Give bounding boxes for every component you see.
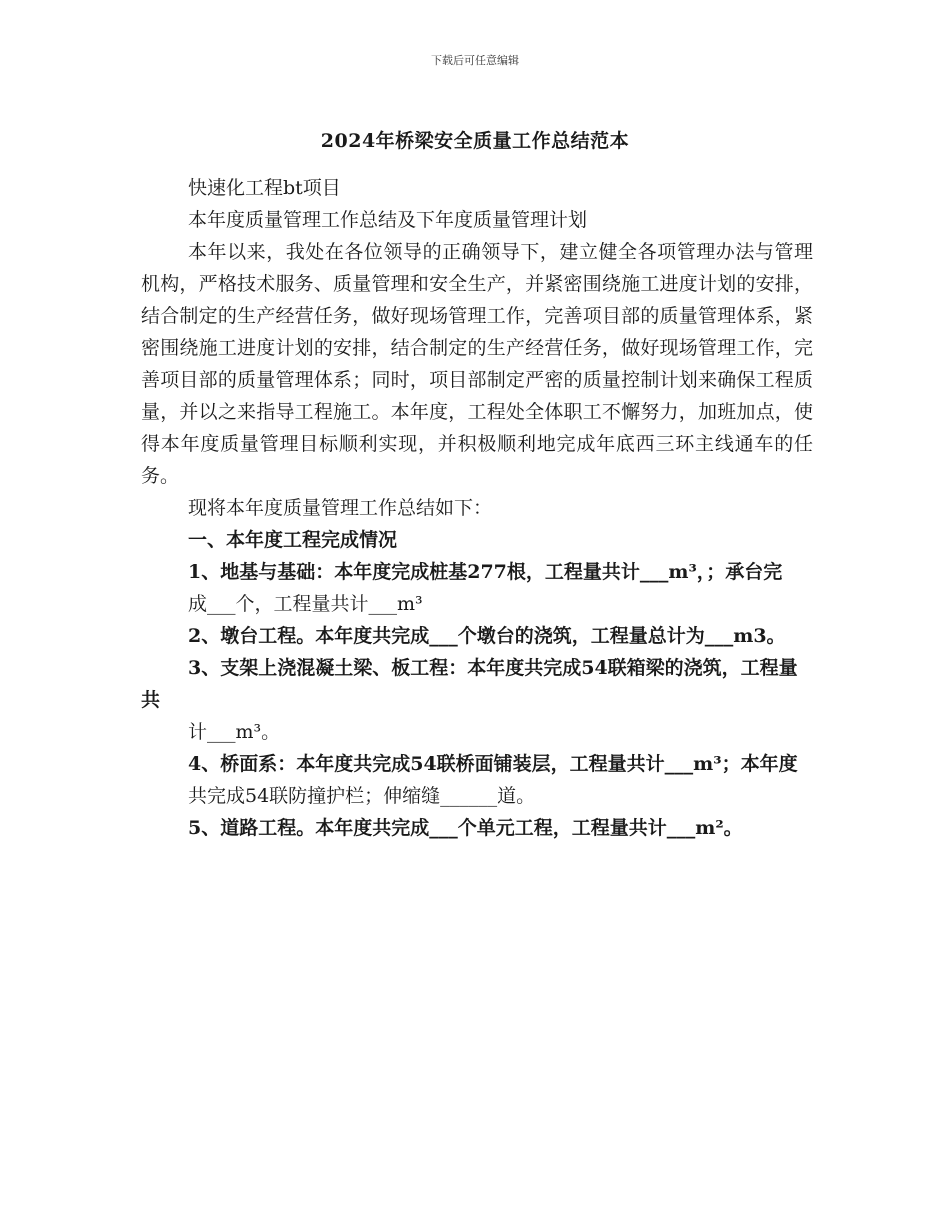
item-1-foundation: 1、地基与基础：本年度完成桩基277根，工程量共计___m³，；承台完 (188, 561, 783, 583)
item-4-deck-system: 4、桥面系：本年度共完成54联桥面铺装层，工程量共计___m³；本年度 (188, 753, 798, 775)
document-subtitle: 本年度质量管理工作总结及下年度质量管理计划 (188, 209, 588, 231)
document-body (141, 172, 813, 844)
document-title: 2024年桥梁安全质量工作总结范本 (320, 130, 630, 152)
section-heading-1: 一、本年度工程完成情况 (188, 529, 398, 551)
item-3-continuation: 计___m³。 (188, 721, 281, 743)
item-1-continuation: 成___个，工程量共计___m³ (188, 593, 423, 615)
item-2-piers: 2、墩台工程。本年度共完成___个墩台的浇筑，工程量总计为___m3。 (188, 625, 786, 647)
summary-lead: 现将本年度质量管理工作总结如下： (188, 497, 493, 519)
page-header-note: 下载后可任意编辑 (431, 54, 519, 67)
project-name: 快速化工程bt项目 (188, 177, 341, 199)
intro-paragraph: 本年以来，我处在各位领导的正确领导下，建立健全各项管理办法与管理机构，严格技术服务、质量管理和安全生产，并紧密围绕施工进度计划的安排，结合制定的生产经营任务，做好现场管理工作，完善项目部的质量管理体系，紧密围绕施工进度计划的安排，结合制定的生产经营任务，做好现场管理工作，完善项目部的质量管理体系；同时，项目部制定严密的质量控制计划来确保工程质量，并以之来指导工程施工。本年度，工程处全体职工不懈努力，加班加点，使得本年度质量管理目标顺利实现，并积极顺利地完成年底西三环主线通车的任务。 (141, 241, 813, 487)
item-3-box-girder: 3、支架上浇混凝土梁、板工程：本年度共完成54联箱梁的浇筑，工程量共 (141, 657, 798, 711)
item-4-continuation: 共完成54联防撞护栏；伸缩缝______道。 (188, 785, 536, 807)
item-5-road-works: 5、道路工程。本年度共完成___个单元工程，工程量共计___m²。 (188, 817, 743, 839)
